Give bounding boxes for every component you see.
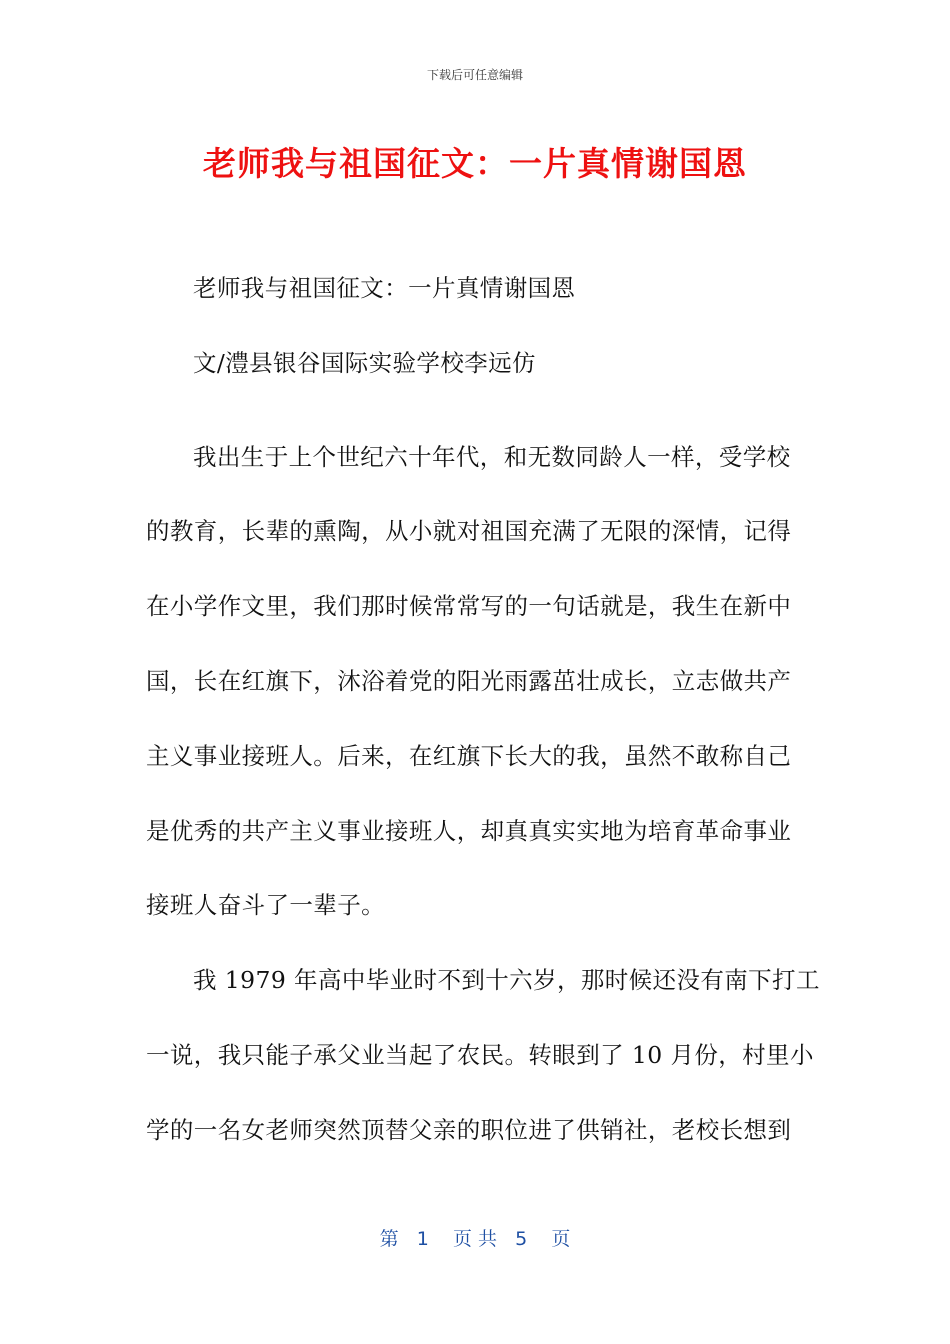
- paragraph-1: [146, 420, 806, 944]
- document-title: 老师我与祖国征文：一片真情谢国恩: [203, 144, 747, 183]
- header-note: 下载后可任意编辑: [426, 68, 523, 82]
- paragraph-line: 的教育，长辈的熏陶，从小就对祖国充满了无限的深情，记得: [146, 517, 792, 546]
- paragraph-line: 是优秀的共产主义事业接班人，却真真实实地为培育革命事业: [146, 816, 792, 845]
- paragraph-line: 接班人奋斗了一辈子。: [146, 891, 385, 920]
- subtitle-line: 老师我与祖国征文：一片真情谢国恩: [193, 274, 576, 302]
- document-body: [146, 270, 820, 1168]
- paragraph-line: 我 1979 年高中毕业时不到十六岁，那时候还没有南下打工: [193, 966, 820, 995]
- paragraph-2: [146, 943, 820, 1167]
- paragraph-line: 一说，我只能子承父业当起了农民。转眼到了 10 月份，村里小: [146, 1040, 814, 1069]
- paragraph-line: 学的一名女老师突然顶替父亲的职位进了供销社，老校长想到: [146, 1115, 792, 1144]
- paragraph-line: 主义事业接班人。后来，在红旗下长大的我，虽然不敢称自己: [146, 741, 792, 770]
- paragraph-line: 在小学作文里，我们那时候常常写的一句话就是，我生在新中: [146, 592, 792, 621]
- paragraph-line: 国，长在红旗下，沐浴着党的阳光雨露茁壮成长，立志做共产: [146, 666, 792, 695]
- byline: 文/澧县银谷国际实验学校李远仿: [193, 348, 536, 377]
- page-number-footer: 第 1 页 共 5 页: [379, 1228, 571, 1250]
- paragraph-line: 我出生于上个世纪六十年代，和无数同龄人一样，受学校: [193, 442, 791, 471]
